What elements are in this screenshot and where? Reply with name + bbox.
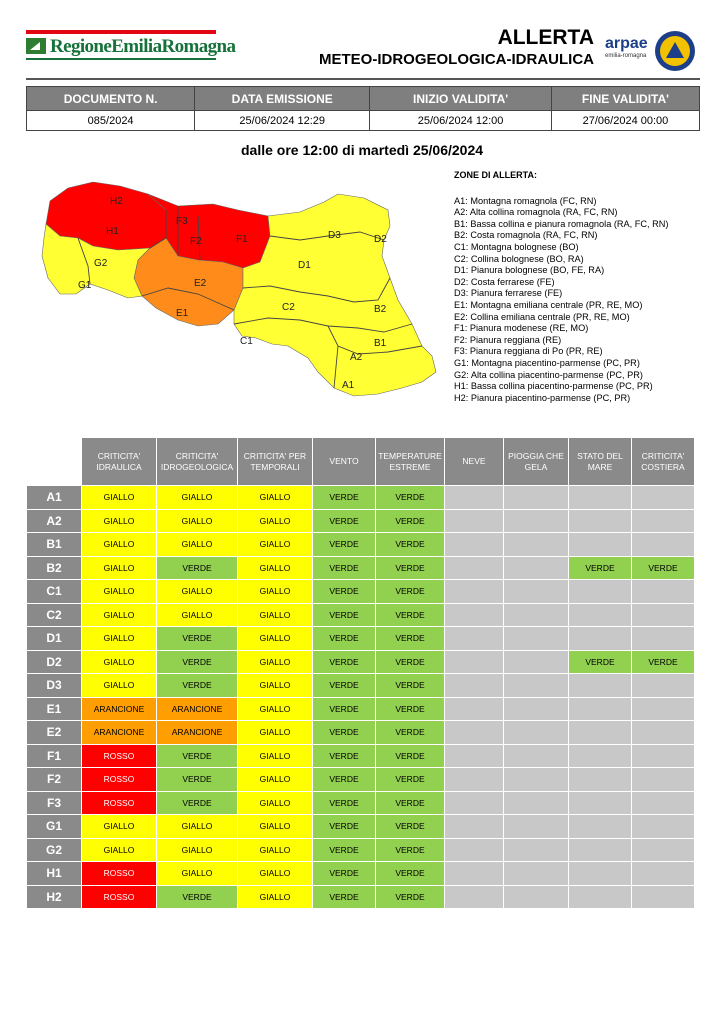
criticity-level-cell: GIALLO: [82, 627, 157, 651]
regione-emilia-romagna-logo: [26, 30, 236, 64]
criticity-level-cell: VERDE: [376, 650, 445, 674]
criticity-level-cell: GIALLO: [82, 486, 157, 510]
criticity-level-cell: GIALLO: [157, 533, 238, 557]
criticity-level-cell: [445, 533, 504, 557]
logo-flag-icon: [26, 38, 46, 54]
criticity-level-cell: [504, 721, 569, 745]
criticity-level-cell: [504, 885, 569, 909]
column-header-line: TEMPORALI: [250, 461, 300, 472]
criticity-level-cell: [632, 697, 695, 721]
criticity-level-cell: GIALLO: [157, 509, 238, 533]
table-row: [27, 580, 695, 604]
criticity-level-cell: VERDE: [313, 580, 376, 604]
zone-legend-item: C1: Montagna bolognese (BO): [454, 241, 579, 252]
doc-number-header: DOCUMENTO N.: [27, 87, 195, 111]
map-label-f2: F2: [190, 236, 202, 247]
column-header: [569, 438, 632, 486]
column-header-line: GELA: [524, 461, 548, 472]
criticity-level-cell: [504, 509, 569, 533]
criticity-level-cell: [445, 768, 504, 792]
criticity-level-cell: [632, 627, 695, 651]
criticity-level-cell: VERDE: [376, 533, 445, 557]
criticity-level-cell: GIALLO: [82, 509, 157, 533]
criticity-level-cell: [632, 768, 695, 792]
table-row: [27, 697, 695, 721]
zone-code-cell: D3: [27, 674, 82, 698]
criticity-level-cell: GIALLO: [82, 580, 157, 604]
zone-legend-item: B1: Bassa collina e pianura romagnola (RA, FC, RN): [454, 218, 669, 229]
criticity-level-cell: GIALLO: [238, 556, 313, 580]
table-row: [27, 744, 695, 768]
map-label-f1: F1: [236, 234, 248, 245]
criticity-level-cell: VERDE: [157, 885, 238, 909]
criticity-level-cell: GIALLO: [238, 674, 313, 698]
criticity-level-cell: VERDE: [632, 650, 695, 674]
criticity-level-cell: VERDE: [376, 768, 445, 792]
criticity-level-cell: VERDE: [313, 885, 376, 909]
criticity-level-cell: GIALLO: [82, 674, 157, 698]
criticity-level-cell: [445, 862, 504, 886]
criticity-level-cell: [445, 509, 504, 533]
criticity-level-cell: [632, 533, 695, 557]
criticity-level-cell: [504, 815, 569, 839]
zone-code-cell: G1: [27, 815, 82, 839]
criticity-level-cell: [632, 580, 695, 604]
arpae-logo-text: arpae: [605, 35, 648, 52]
criticity-level-cell: [445, 791, 504, 815]
criticity-level-cell: [445, 674, 504, 698]
criticity-level-cell: VERDE: [632, 556, 695, 580]
criticity-level-cell: [632, 885, 695, 909]
table-row: [27, 674, 695, 698]
zone-code-cell: H1: [27, 862, 82, 886]
zone-code-cell: E1: [27, 697, 82, 721]
criticity-level-cell: VERDE: [157, 556, 238, 580]
criticity-level-cell: [445, 650, 504, 674]
criticity-level-cell: [504, 697, 569, 721]
criticity-level-cell: VERDE: [313, 509, 376, 533]
column-header-line: CRITICITA': [175, 450, 219, 461]
criticity-level-cell: VERDE: [313, 674, 376, 698]
criticity-level-cell: [504, 603, 569, 627]
map-label-d3: D3: [328, 230, 341, 241]
criticity-level-cell: ARANCIONE: [82, 697, 157, 721]
criticity-level-cell: [504, 486, 569, 510]
protezione-civile-logo-icon: [655, 31, 695, 71]
column-header-line: STATO DEL: [577, 450, 623, 461]
table-row: [27, 603, 695, 627]
criticity-level-cell: VERDE: [376, 744, 445, 768]
criticity-level-cell: ROSSO: [82, 885, 157, 909]
criticity-level-cell: [504, 838, 569, 862]
column-header-line: IDRAULICA: [96, 461, 142, 472]
validity-start-header: INIZIO VALIDITA': [370, 87, 552, 111]
zones-legend-title: ZONE DI ALLERTA:: [454, 170, 537, 180]
criticity-level-cell: GIALLO: [157, 486, 238, 510]
zone-code-cell: B2: [27, 556, 82, 580]
table-row: [27, 721, 695, 745]
criticity-level-cell: VERDE: [313, 815, 376, 839]
validity-end-header: FINE VALIDITA': [551, 87, 699, 111]
zone-legend-item: A1: Montagna romagnola (FC, RN): [454, 195, 597, 206]
validity-title: dalle ore 12:00 di martedì 25/06/2024: [240, 142, 484, 158]
criticity-level-cell: [504, 556, 569, 580]
table-row: [27, 533, 695, 557]
criticity-level-cell: VERDE: [376, 603, 445, 627]
map-label-f3: F3: [176, 216, 188, 227]
table-row: [27, 486, 695, 510]
criticity-level-cell: GIALLO: [82, 815, 157, 839]
zone-legend-item: E1: Montagna emiliana centrale (PR, RE, MO): [454, 299, 643, 310]
zone-legend-item: F3: Pianura reggiana di Po (PR, RE): [454, 346, 603, 357]
table-row: [27, 768, 695, 792]
criticity-level-cell: GIALLO: [238, 885, 313, 909]
map-label-b2: B2: [374, 304, 387, 315]
criticity-level-cell: GIALLO: [238, 603, 313, 627]
doc-number-value: 085/2024: [27, 111, 195, 131]
criticity-level-cell: [569, 744, 632, 768]
table-row: [27, 885, 695, 909]
validity-end-value: 27/06/2024 00:00: [551, 111, 699, 131]
issue-date-header: DATA EMISSIONE: [195, 87, 370, 111]
alert-zones-legend: [454, 170, 724, 404]
criticity-level-cell: VERDE: [157, 674, 238, 698]
criticity-level-cell: GIALLO: [157, 815, 238, 839]
zone-code-cell: F2: [27, 768, 82, 792]
map-label-h1: H1: [106, 226, 119, 237]
criticity-level-cell: [569, 674, 632, 698]
column-header: [313, 438, 376, 486]
criticity-level-cell: VERDE: [376, 815, 445, 839]
criticity-level-cell: GIALLO: [238, 791, 313, 815]
criticity-level-cell: [632, 791, 695, 815]
criticity-level-cell: [632, 744, 695, 768]
map-label-d2: D2: [374, 234, 387, 245]
criticity-level-cell: [569, 603, 632, 627]
alert-zones-map: [38, 176, 440, 408]
header-divider: [26, 78, 700, 80]
criticity-level-cell: [445, 486, 504, 510]
map-label-h2: H2: [110, 196, 123, 207]
criticity-level-cell: ARANCIONE: [157, 697, 238, 721]
criticity-level-cell: VERDE: [376, 486, 445, 510]
criticity-level-cell: [632, 862, 695, 886]
criticity-level-cell: VERDE: [569, 650, 632, 674]
table-row: [27, 627, 695, 651]
table-row: [27, 862, 695, 886]
criticity-level-cell: VERDE: [313, 486, 376, 510]
criticity-level-cell: ROSSO: [82, 768, 157, 792]
criticity-level-cell: [504, 533, 569, 557]
criticity-level-cell: VERDE: [376, 627, 445, 651]
zone-legend-item: H2: Pianura piacentino-parmense (PC, PR): [454, 392, 631, 403]
map-label-g2: G2: [94, 258, 108, 269]
criticity-level-cell: ROSSO: [82, 791, 157, 815]
criticity-level-cell: [445, 556, 504, 580]
zone-code-cell: A1: [27, 486, 82, 510]
table-row: [27, 791, 695, 815]
criticity-level-cell: ROSSO: [82, 744, 157, 768]
column-header-line: VENTO: [329, 456, 359, 466]
criticity-level-cell: [569, 885, 632, 909]
zone-legend-item: D1: Pianura bolognese (BO, FE, RA): [454, 265, 605, 276]
criticity-level-cell: GIALLO: [238, 815, 313, 839]
column-header: [157, 438, 238, 486]
map-label-e2: E2: [194, 278, 207, 289]
criticity-level-cell: GIALLO: [238, 838, 313, 862]
criticity-level-cell: VERDE: [376, 509, 445, 533]
criticity-level-cell: VERDE: [313, 697, 376, 721]
criticity-level-cell: GIALLO: [238, 697, 313, 721]
zone-legend-item: E2: Collina emiliana centrale (PR, RE, MO): [454, 311, 630, 322]
criticity-level-cell: [569, 627, 632, 651]
logo-green-bar: [26, 58, 216, 60]
criticity-level-cell: [569, 486, 632, 510]
zone-legend-item: D2: Costa ferrarese (FE): [454, 276, 555, 287]
criticity-level-cell: [445, 580, 504, 604]
corner-cell: [27, 438, 82, 486]
criticity-level-cell: VERDE: [313, 721, 376, 745]
criticity-level-cell: [445, 885, 504, 909]
zone-code-cell: B1: [27, 533, 82, 557]
logo-text: RegioneEmiliaRomagna: [50, 36, 236, 57]
zone-legend-item: F1: Pianura modenese (RE, MO): [454, 323, 589, 334]
table-row: [27, 650, 695, 674]
criticity-level-cell: VERDE: [157, 650, 238, 674]
criticity-level-cell: VERDE: [376, 674, 445, 698]
criticity-body: [27, 486, 695, 909]
criticity-level-cell: GIALLO: [82, 650, 157, 674]
column-header-line: NEVE: [462, 456, 486, 466]
criticity-level-cell: [569, 533, 632, 557]
table-row: [27, 509, 695, 533]
map-label-e1: E1: [176, 308, 189, 319]
arpae-logo: [605, 36, 651, 66]
zone-code-cell: E2: [27, 721, 82, 745]
column-header-line: MARE: [587, 461, 613, 472]
criticity-level-cell: VERDE: [376, 556, 445, 580]
criticity-level-cell: GIALLO: [238, 533, 313, 557]
criticity-level-cell: [632, 674, 695, 698]
criticity-level-cell: GIALLO: [238, 486, 313, 510]
column-header: [376, 438, 445, 486]
criticity-level-cell: GIALLO: [157, 603, 238, 627]
criticity-level-cell: GIALLO: [238, 721, 313, 745]
zone-legend-item: G1: Montagna piacentino-parmense (PC, PR): [454, 357, 640, 368]
issue-date-value: 25/06/2024 12:29: [195, 111, 370, 131]
validity-start-value: 25/06/2024 12:00: [370, 111, 552, 131]
criticity-level-cell: [504, 650, 569, 674]
criticity-level-cell: GIALLO: [238, 509, 313, 533]
map-label-a2: A2: [350, 352, 363, 363]
criticity-level-cell: [445, 721, 504, 745]
column-header-line: IDROGEOLOGICA: [160, 461, 234, 472]
criticity-level-cell: [632, 721, 695, 745]
criticity-level-cell: [504, 580, 569, 604]
criticity-table: [26, 437, 695, 909]
criticity-level-cell: [569, 697, 632, 721]
zone-code-cell: D2: [27, 650, 82, 674]
page-title: ALLERTA: [497, 26, 594, 49]
criticity-level-cell: VERDE: [376, 885, 445, 909]
criticity-level-cell: ROSSO: [82, 862, 157, 886]
column-header: [445, 438, 504, 486]
criticity-level-cell: VERDE: [313, 791, 376, 815]
criticity-level-cell: [504, 768, 569, 792]
criticity-header-row: [27, 438, 695, 486]
criticity-level-cell: ARANCIONE: [157, 721, 238, 745]
criticity-level-cell: [504, 674, 569, 698]
criticity-level-cell: VERDE: [376, 838, 445, 862]
zone-code-cell: D1: [27, 627, 82, 651]
criticity-level-cell: [632, 486, 695, 510]
map-label-b1: B1: [374, 338, 387, 349]
column-header: [82, 438, 157, 486]
map-label-c1: C1: [240, 336, 253, 347]
criticity-level-cell: [445, 744, 504, 768]
criticity-level-cell: [445, 838, 504, 862]
criticity-level-cell: [504, 791, 569, 815]
map-label-g1: G1: [78, 280, 92, 291]
column-header-line: CRITICITA': [641, 450, 685, 461]
criticity-level-cell: [632, 815, 695, 839]
zone-legend-item: A2: Alta collina romagnola (RA, FC, RN): [454, 207, 618, 218]
criticity-level-cell: [569, 509, 632, 533]
criticity-level-cell: ARANCIONE: [82, 721, 157, 745]
criticity-level-cell: [569, 815, 632, 839]
zone-code-cell: A2: [27, 509, 82, 533]
table-row: [27, 556, 695, 580]
map-label-a1: A1: [342, 380, 355, 391]
map-label-d1: D1: [298, 260, 311, 271]
criticity-level-cell: GIALLO: [238, 580, 313, 604]
criticity-level-cell: [569, 580, 632, 604]
criticity-level-cell: [504, 862, 569, 886]
column-header: [632, 438, 695, 486]
criticity-level-cell: VERDE: [376, 862, 445, 886]
zone-legend-item: C2: Collina bolognese (BO, RA): [454, 253, 584, 264]
table-row: [27, 838, 695, 862]
criticity-level-cell: [569, 791, 632, 815]
table-row: [27, 815, 695, 839]
criticity-level-cell: [445, 603, 504, 627]
zone-legend-item: G2: Alta collina piacentino-parmense (PC, PR): [454, 369, 643, 380]
criticity-level-cell: GIALLO: [157, 838, 238, 862]
column-header-line: TEMPERATURE: [378, 450, 442, 461]
criticity-level-cell: GIALLO: [82, 603, 157, 627]
criticity-level-cell: GIALLO: [238, 627, 313, 651]
criticity-level-cell: VERDE: [313, 838, 376, 862]
zone-code-cell: G2: [27, 838, 82, 862]
logo-red-bar: [26, 30, 216, 34]
zone-code-cell: F3: [27, 791, 82, 815]
criticity-level-cell: [569, 862, 632, 886]
arpae-logo-subtext: emilia-romagna: [605, 53, 647, 59]
zone-code-cell: C1: [27, 580, 82, 604]
criticity-level-cell: [504, 627, 569, 651]
criticity-level-cell: [569, 768, 632, 792]
criticity-level-cell: VERDE: [313, 744, 376, 768]
criticity-level-cell: VERDE: [157, 768, 238, 792]
criticity-level-cell: [569, 838, 632, 862]
criticity-level-cell: VERDE: [157, 791, 238, 815]
column-header-line: PIOGGIA CHE: [508, 450, 564, 461]
column-header-line: CRITICITA': [97, 450, 141, 461]
criticity-level-cell: VERDE: [376, 721, 445, 745]
criticity-level-cell: GIALLO: [157, 580, 238, 604]
criticity-level-cell: [569, 721, 632, 745]
criticity-level-cell: GIALLO: [82, 556, 157, 580]
zones-legend-list: [454, 196, 724, 405]
criticity-level-cell: [632, 603, 695, 627]
criticity-level-cell: VERDE: [157, 744, 238, 768]
criticity-level-cell: VERDE: [313, 627, 376, 651]
criticity-level-cell: [445, 627, 504, 651]
criticity-level-cell: VERDE: [376, 697, 445, 721]
criticity-level-cell: [445, 697, 504, 721]
zone-code-cell: F1: [27, 744, 82, 768]
document-info-table: [26, 86, 700, 131]
page-subtitle: METEO-IDROGEOLOGICA-IDRAULICA: [319, 51, 594, 68]
criticity-level-cell: [504, 744, 569, 768]
zone-code-cell: H2: [27, 885, 82, 909]
criticity-level-cell: [632, 509, 695, 533]
column-header-line: ESTREME: [389, 461, 431, 472]
criticity-level-cell: VERDE: [313, 768, 376, 792]
criticity-level-cell: VERDE: [313, 603, 376, 627]
zone-legend-item: B2: Costa romagnola (RA, FC, RN): [454, 230, 598, 241]
criticity-level-cell: GIALLO: [238, 768, 313, 792]
criticity-level-cell: [632, 838, 695, 862]
zone-code-cell: C2: [27, 603, 82, 627]
map-label-c2: C2: [282, 302, 295, 313]
criticity-level-cell: VERDE: [313, 650, 376, 674]
criticity-level-cell: GIALLO: [82, 533, 157, 557]
column-header: [238, 438, 313, 486]
criticity-level-cell: GIALLO: [238, 862, 313, 886]
criticity-level-cell: VERDE: [157, 627, 238, 651]
criticity-level-cell: GIALLO: [238, 744, 313, 768]
criticity-level-cell: VERDE: [313, 862, 376, 886]
column-header-line: COSTIERA: [641, 461, 685, 472]
criticity-level-cell: VERDE: [376, 580, 445, 604]
criticity-level-cell: [445, 815, 504, 839]
criticity-level-cell: GIALLO: [157, 862, 238, 886]
column-header-line: CRITICITA' PER: [243, 450, 307, 461]
criticity-level-cell: GIALLO: [82, 838, 157, 862]
column-header: [504, 438, 569, 486]
zone-legend-item: H1: Bassa collina piacentino-parmense (PC, PR): [454, 381, 653, 392]
zone-legend-item: F2: Pianura reggiana (RE): [454, 334, 562, 345]
criticity-level-cell: GIALLO: [238, 650, 313, 674]
criticity-level-cell: VERDE: [569, 556, 632, 580]
criticity-level-cell: VERDE: [313, 533, 376, 557]
criticity-level-cell: VERDE: [376, 791, 445, 815]
criticity-level-cell: VERDE: [313, 556, 376, 580]
zone-legend-item: D3: Pianura ferrarese (FE): [454, 288, 563, 299]
